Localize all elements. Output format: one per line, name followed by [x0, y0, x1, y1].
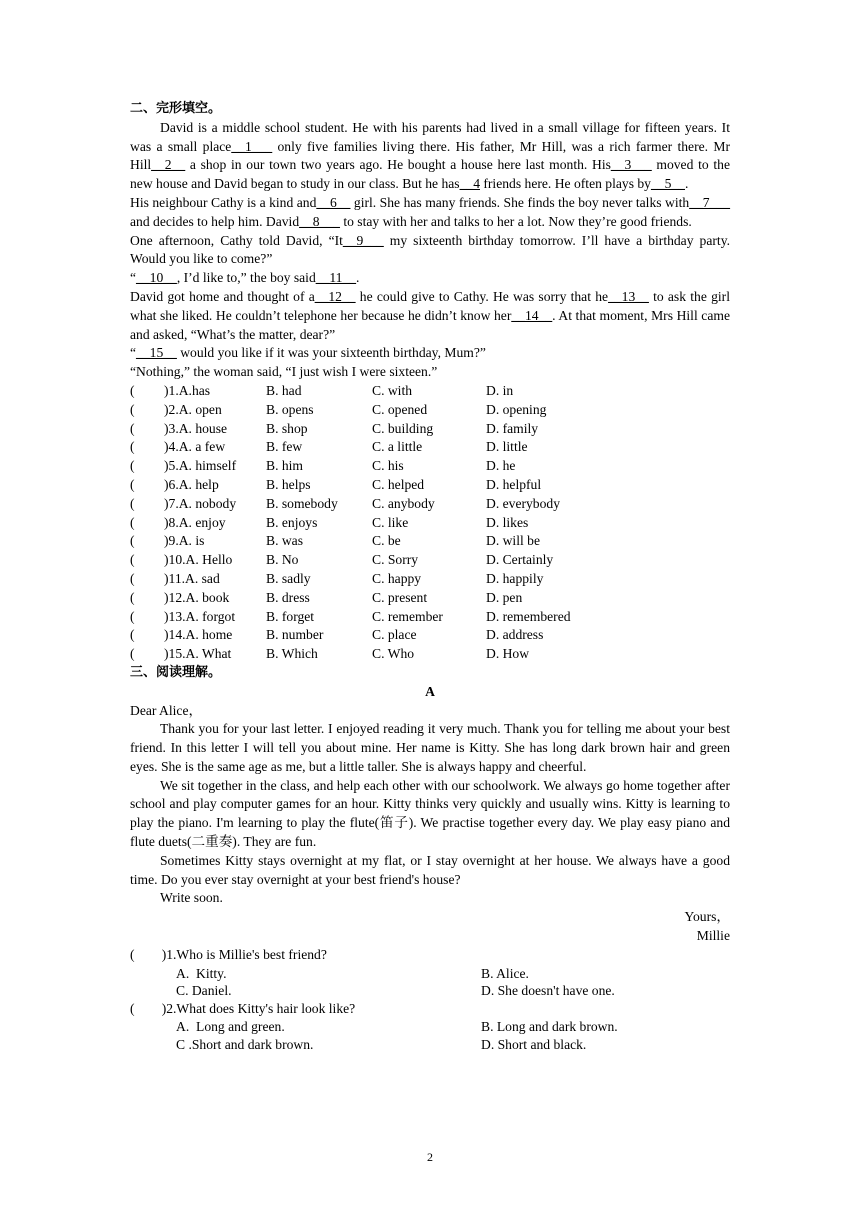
option-d: D. happily — [486, 570, 544, 586]
option-a: )12.A. book — [164, 589, 230, 605]
option-d: D. family — [486, 420, 539, 436]
option-c: C. like — [372, 514, 409, 530]
question-option-row — [130, 1036, 730, 1054]
option-c: C. helped — [372, 476, 425, 492]
letter-body — [130, 720, 730, 908]
cloze-passage — [130, 119, 730, 382]
option-d: D. address — [486, 627, 544, 643]
option-row — [130, 626, 730, 645]
option-d: D. pen — [486, 589, 523, 605]
question-option: C. Daniel. — [176, 983, 232, 999]
option-d: D. little — [486, 439, 528, 455]
option-a: )15.A. What — [164, 646, 232, 662]
option-c: C. with — [372, 382, 413, 398]
option-number — [130, 457, 266, 476]
option-row — [130, 514, 730, 533]
option-c: C. opened — [372, 401, 428, 417]
text-run: he could give to Cathy. He was sorry that he — [355, 288, 609, 304]
option-b: B. had — [266, 382, 302, 398]
text-run: friends here. He often plays by — [479, 176, 651, 192]
cloze-paragraph — [130, 363, 730, 382]
text-run: David got home and thought of a — [130, 288, 315, 304]
option-d: D. likes — [486, 514, 529, 530]
option-b: B. enjoys — [266, 514, 318, 530]
option-row — [130, 457, 730, 476]
option-b: B. number — [266, 627, 324, 643]
option-b: B. No — [266, 552, 299, 568]
option-c: C. be — [372, 533, 401, 549]
option-c: C. happy — [372, 570, 422, 586]
question-option: B. Long and dark brown. — [481, 1019, 618, 1035]
cloze-paragraph — [130, 194, 730, 232]
option-a: )6.A. help — [164, 476, 219, 492]
option-b: B. dress — [266, 589, 310, 605]
letter-closing: Yours， — [684, 909, 730, 925]
option-b: B. Which — [266, 646, 318, 662]
option-b: B. forget — [266, 608, 315, 624]
answer-bracket[interactable]: ( — [130, 589, 135, 605]
text-run: a shop in our town two years ago. He bought a house here last month. His — [185, 157, 611, 173]
option-d: D. remembered — [486, 608, 571, 624]
option-a: )3.A. house — [164, 420, 228, 436]
text-run: , I’d like to,” the boy said — [176, 270, 316, 286]
option-d: D. will be — [486, 533, 540, 549]
blank: __12__ — [314, 288, 356, 304]
cloze-paragraph — [130, 269, 730, 288]
option-number — [130, 645, 266, 664]
blank: __15__ — [136, 345, 177, 361]
question-option: B. Alice. — [481, 965, 529, 981]
answer-bracket[interactable]: ( — [130, 458, 135, 474]
question-option: C .Short and dark brown. — [176, 1036, 314, 1052]
blank: __7___ — [689, 194, 730, 210]
text-run: His neighbour Cathy is a kind and — [130, 194, 317, 210]
answer-bracket[interactable]: ( — [130, 476, 135, 492]
letter-paragraph: We sit together in the class, and help each other with our schoolwork. We always go home together after school and play computer games for an hour. Kitty thinks very quickly and usually wins. Kitty is learning to play the piano. I'm learning to play the flute(笛子). We practise together every day. We play easy piano and flute duets(二重奏). They are fun. — [130, 777, 730, 850]
option-b: B. somebody — [266, 495, 338, 511]
option-d: D. everybody — [486, 495, 560, 511]
option-row — [130, 532, 730, 551]
text-run: . At that moment, Mrs Hill came and asked, “What’s the matter, dear?” — [130, 307, 730, 342]
section2-title: 二、完形填空。 — [130, 101, 222, 116]
option-number — [130, 551, 266, 570]
option-c: C. his — [372, 458, 404, 474]
text-run: my sixteenth birthday tomorrow. I’ll have a birthday party. Would you like to come?” — [130, 232, 731, 267]
blank: __4 — [459, 176, 480, 192]
option-a: )10.A. Hello — [164, 552, 233, 568]
question-option: A. Long and green. — [176, 1019, 285, 1035]
text-run: David is a middle school student. He with his parents had lived in a small village for fifteen years. It was a small place — [130, 119, 730, 154]
page-number: 2 — [427, 1150, 433, 1164]
answer-bracket[interactable]: ( — [130, 495, 135, 511]
blank: __11__ — [315, 270, 357, 286]
option-a: )13.A. forgot — [164, 608, 236, 624]
text-run: only five families living there. His father, Mr Hill, was a rich farmer there. Mr Hill — [130, 138, 730, 173]
option-b: B. helps — [266, 476, 311, 492]
blank: __6__ — [316, 194, 351, 210]
cloze-paragraph — [130, 344, 730, 363]
answer-bracket[interactable]: ( — [130, 533, 135, 549]
option-d: D. Certainly — [486, 552, 554, 568]
option-number — [130, 589, 266, 608]
answer-bracket[interactable]: ( — [130, 627, 135, 643]
question-option-row — [130, 982, 730, 1000]
document-page — [130, 100, 730, 1053]
text-run: . — [356, 270, 360, 286]
option-a: )4.A. a few — [164, 439, 226, 455]
text-run: to stay with her and talks to her a lot. Now they’re good friends. — [339, 213, 692, 229]
option-c: C. place — [372, 627, 417, 643]
text-run: girl. She has many friends. She finds the boy never talks with — [350, 194, 690, 210]
option-d: D. he — [486, 458, 516, 474]
option-a: )9.A. is — [164, 533, 205, 549]
option-c: C. Sorry — [372, 552, 419, 568]
blank: __2__ — [151, 157, 186, 173]
answer-bracket[interactable]: ( — [130, 420, 135, 436]
question-option-row — [130, 1018, 730, 1036]
section3-title: 三、阅读理解。 — [130, 664, 222, 680]
option-row — [130, 608, 730, 627]
option-number — [130, 401, 266, 420]
option-d: D. helpful — [486, 476, 542, 492]
question-option: D. Short and black. — [481, 1036, 587, 1052]
passage-label: A — [425, 683, 435, 699]
option-c: C. anybody — [372, 495, 435, 511]
text-run: “ — [130, 270, 137, 286]
option-a: )8.A. enjoy — [164, 514, 226, 530]
text-run: and decides to help him. David — [130, 213, 300, 229]
question-option: D. She doesn't have one. — [481, 983, 615, 999]
blank: __10__ — [136, 270, 177, 286]
option-row — [130, 401, 730, 420]
option-row — [130, 438, 730, 457]
option-number — [130, 438, 266, 457]
blank: __1___ — [231, 138, 273, 154]
text-run: One afternoon, Cathy told David, “It — [130, 232, 343, 248]
option-d: D. How — [486, 646, 530, 662]
option-row — [130, 645, 730, 664]
option-row — [130, 420, 730, 439]
blank: __3___ — [610, 157, 652, 173]
option-row — [130, 570, 730, 589]
letter-signature: Millie — [696, 928, 730, 944]
option-b: B. shop — [266, 420, 308, 436]
option-b: B. few — [266, 439, 303, 455]
answer-bracket[interactable]: ( — [130, 382, 135, 398]
letter-paragraph: Sometimes Kitty stays overnight at my flat, or I stay overnight at her house. We always have a good time. Do you ever stay overnight at your best friend's house? — [130, 852, 730, 887]
option-d: D. opening — [486, 401, 547, 417]
option-b: B. sadly — [266, 570, 311, 586]
option-c: C. Who — [372, 646, 415, 662]
option-row — [130, 382, 730, 401]
letter-paragraph: Write soon. — [160, 890, 223, 906]
option-number — [130, 420, 266, 439]
cloze-paragraph — [130, 288, 730, 344]
option-number — [130, 532, 266, 551]
option-b: B. was — [266, 533, 304, 549]
text-run: would you like if it was your sixteenth birthday, Mum?” — [176, 345, 486, 361]
option-number — [130, 570, 266, 589]
option-b: B. him — [266, 458, 304, 474]
answer-bracket[interactable]: ( — [130, 514, 135, 530]
option-c: C. a little — [372, 439, 423, 455]
text-run: “Nothing,” the woman said, “I just wish I were sixteen.” — [130, 364, 438, 380]
blank: __5__ — [650, 176, 685, 192]
question-stem[interactable]: ( )2.What does Kitty's hair look like? — [130, 1000, 356, 1016]
option-a: )14.A. home — [164, 627, 233, 643]
option-number — [130, 382, 266, 401]
option-row — [130, 551, 730, 570]
cloze-options — [130, 382, 730, 664]
letter-greeting: Dear Alice， — [130, 702, 203, 718]
answer-bracket[interactable]: ( — [130, 439, 135, 455]
option-a: )2.A. open — [164, 401, 222, 417]
option-a: )1.A.has — [164, 382, 211, 398]
question-option-row — [130, 965, 730, 983]
option-number — [130, 608, 266, 627]
text-run: moved to the new house and David began to study in our class. But he has — [130, 157, 730, 192]
option-a: )11.A. sad — [164, 570, 220, 586]
option-b: B. opens — [266, 401, 314, 417]
answer-bracket[interactable]: ( — [130, 401, 135, 417]
answer-bracket[interactable]: ( — [130, 552, 135, 568]
option-c: C. present — [372, 589, 428, 605]
answer-bracket[interactable]: ( — [130, 570, 135, 586]
option-row — [130, 476, 730, 495]
cloze-paragraph — [130, 232, 730, 270]
text-run: “ — [130, 345, 137, 361]
letter-paragraph: Thank you for your last letter. I enjoyed reading it very much. Thank you for telling me about your best friend. In this letter I will tell you about mine. Her name is Kitty. She has long dark brown hair and green eyes. She is the same age as me, but a little taller. She is always happy and cheerful. — [130, 721, 730, 774]
option-number — [130, 626, 266, 645]
text-run: to ask the girl what she liked. He couldn’t telephone her because he didn’t know her — [130, 288, 730, 323]
option-row — [130, 495, 730, 514]
option-d: D. in — [486, 382, 514, 398]
option-number — [130, 476, 266, 495]
blank: __13__ — [608, 288, 649, 304]
answer-bracket[interactable]: ( — [130, 646, 135, 662]
option-number — [130, 495, 266, 514]
answer-bracket[interactable]: ( — [130, 608, 135, 624]
option-c: C. building — [372, 420, 434, 436]
option-c: C. remember — [372, 608, 443, 624]
option-row — [130, 589, 730, 608]
reading-questions — [130, 946, 730, 1054]
option-a: )5.A. himself — [164, 458, 237, 474]
blank: __9___ — [342, 232, 384, 248]
question-option: A. Kitty. — [176, 965, 227, 981]
blank: __8___ — [299, 213, 340, 229]
option-number — [130, 514, 266, 533]
option-a: )7.A. nobody — [164, 495, 237, 511]
text-run: . — [684, 176, 689, 192]
blank: __14__ — [511, 307, 553, 323]
cloze-paragraph — [130, 119, 730, 194]
question-stem[interactable]: ( )1.Who is Millie's best friend? — [130, 946, 327, 962]
